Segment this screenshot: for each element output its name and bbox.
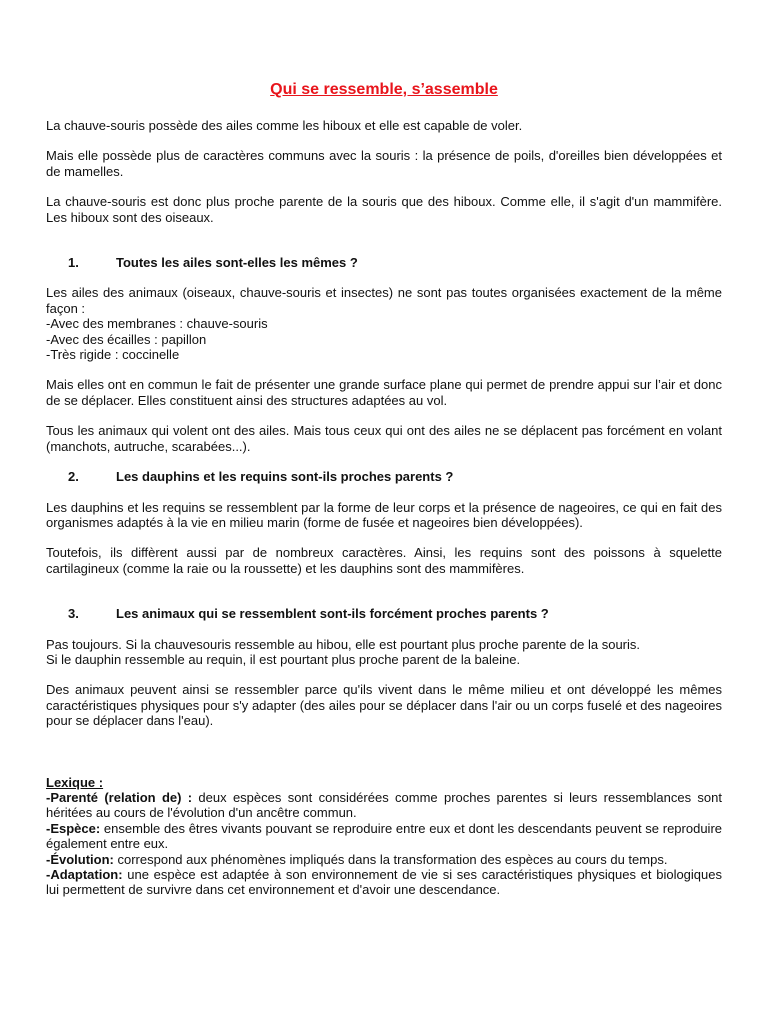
section-1-number: 1. [68,255,79,271]
lexique-term: -Parenté (relation de) : [46,789,193,805]
section-3-line: Pas toujours. Si la chauvesouris ressemble au hibou, elle est pourtant plus proche parente de la souris. [46,636,641,652]
section-1-paragraph-3: Tous les animaux qui volent ont des ailes. Mais tous ceux qui ont des ailes ne se déplacent pas forcément en volant (manchots, autruche, scarabées...). [46,423,722,454]
lexique-term: -Adaptation: [46,867,123,882]
section-1-paragraph-2: Mais elles ont en commun le fait de présenter une grande surface plane qui permet de prendre appui sur l’air et donc de se déplacer. Elles constituent ainsi des structures adaptées au vol. [46,377,722,408]
section-3-title: Les animaux qui se ressemblent sont-ils forcément proches parents ? [116,606,549,622]
section-1-line: -Avec des écailles : papillon [46,331,207,347]
intro-paragraph-3: La chauve-souris est donc plus proche parente de la souris que des hiboux. Comme elle, il s'agit d'un mammifère. Les hiboux sont des oiseaux. [46,194,722,225]
lexique [46,775,722,898]
section-3-paragraph-2: Des animaux peuvent ainsi se ressembler parce qu'ils vivent dans le même milieu et ont développé les mêmes caractéristiques physiques pour s'y adapter (des ailes pour se déplacer dans l'air ou un corps fuselé et des nageoires pour se déplacer dans l'eau). [46,682,722,729]
section-2-heading [46,469,722,484]
lexique-definition: une espèce est adaptée à son environnement de vie si ses caractéristiques physiques et biologiques lui permettent de survivre dans cet environnement et d'avoir une descendance. [46,867,722,898]
section-2-paragraph-2: Toutefois, ils diffèrent aussi par de nombreux caractères. Ainsi, les requins sont des poissons à squelette cartilagineux (comme la raie ou la roussette) et les dauphins sont des mammifères. [46,545,722,576]
lexique-entry [46,867,722,898]
page-title: Qui se ressemble, s’assemble [270,81,498,98]
section-1-title: Toutes les ailes sont-elles les mêmes ? [116,255,358,271]
lexique-title: Lexique : [46,774,104,790]
section-3-paragraph-1 [46,637,722,668]
section-2-title: Les dauphins et les requins sont-ils proches parents ? [116,469,454,485]
section-2-number: 2. [68,469,79,485]
section-1-heading [46,255,722,270]
lexique-definition: ensemble des êtres vivants pouvant se reproduire entre eux et dont les descendants peuvent se reproduire également entre eux. [46,820,722,852]
lexique-entry [46,821,722,852]
lexique-heading [46,775,722,790]
section-1-line: -Très rigide : coccinelle [46,347,180,363]
lexique-entry [46,790,722,821]
section-1-line: -Avec des membranes : chauve-souris [46,316,268,332]
lexique-definition: deux espèces sont considérées comme proches parentes si leurs ressemblances sont héritées au cours de l'évolution d'un ancêtre commun. [46,789,722,821]
section-3-number: 3. [68,606,79,622]
section-3-line: Si le dauphin ressemble au requin, il est pourtant plus proche parent de la baleine. [46,651,521,667]
section-1-line: Les ailes des animaux (oiseaux, chauve-souris et insectes) ne sont pas toutes organisées exactement de la même façon : [46,285,722,316]
intro-paragraph-1: La chauve-souris possède des ailes comme les hiboux et elle est capable de voler. [46,118,523,133]
section-3-heading [46,606,722,621]
intro-paragraph-2: Mais elle possède plus de caractères communs avec la souris : la présence de poils, d'oreilles bien développées et de mamelles. [46,148,722,179]
section-1-paragraph-1 [46,285,722,362]
lexique-term: -Espèce: [46,820,101,836]
lexique-definition: correspond aux phénomènes impliqués dans la transformation des espèces au cours du temps. [113,851,668,867]
lexique-entry [46,852,722,867]
section-2-paragraph-1: Les dauphins et les requins se ressemblent par la forme de leur corps et la présence de nageoires, ce qui en fait des organismes adaptés à la vie en milieu marin (forme de fusée et nageoires bien développées). [46,499,722,530]
lexique-term: -Évolution: [46,851,114,867]
